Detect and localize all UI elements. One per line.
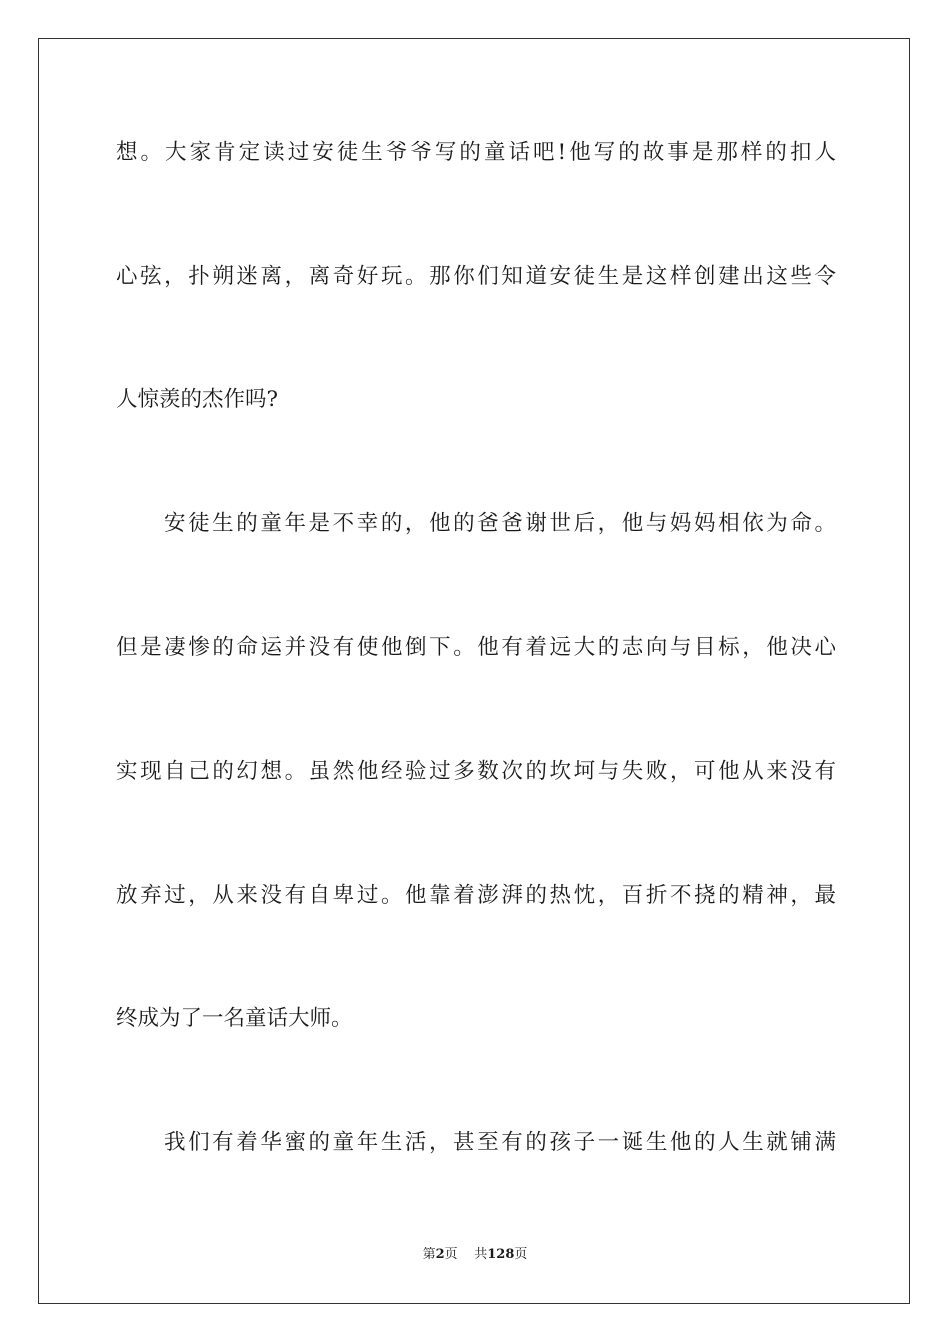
footer-page-suffix: 页 <box>444 1247 458 1262</box>
footer-page-prefix: 第 <box>422 1247 436 1262</box>
paragraph-3-line-1: 我们有着华蜜的童年生活，甚至有的孩子一诞生他的人生就铺满 <box>164 1130 836 1155</box>
text-line-7: 放弃过，从来没有自卑过。他靠着澎湃的热忱，百折不挠的精神，最 <box>116 883 836 908</box>
text-line-6: 实现自己的幻想。虽然他经验过多数次的坎坷与失败，可他从来没有 <box>116 759 836 784</box>
footer-total-number: 128 <box>487 1247 515 1262</box>
text-line-1: 想。大家肯定读过安徒生爷爷写的童话吧!他写的故事是那样的扣人 <box>116 140 836 165</box>
footer-total-suffix: 页 <box>514 1247 528 1262</box>
text-line-2: 心弦，扑朔迷离，离奇好玩。那你们知道安徒生是这样创建出这些令 <box>116 264 836 289</box>
page-footer <box>0 1246 950 1264</box>
footer-total-prefix: 共 <box>474 1247 488 1262</box>
text-line-5: 但是凄惨的命运并没有使他倒下。他有着远大的志向与目标，他决心 <box>116 635 836 660</box>
paragraph-2-line-1: 安徒生的童年是不幸的，他的爸爸谢世后，他与妈妈相依为命。 <box>164 511 836 536</box>
text-line-3: 人惊羡的杰作吗? <box>116 387 279 412</box>
footer-page-number: 2 <box>435 1247 445 1262</box>
page-border <box>38 38 910 1304</box>
text-line-8: 终成为了一名童话大师。 <box>116 1006 353 1031</box>
